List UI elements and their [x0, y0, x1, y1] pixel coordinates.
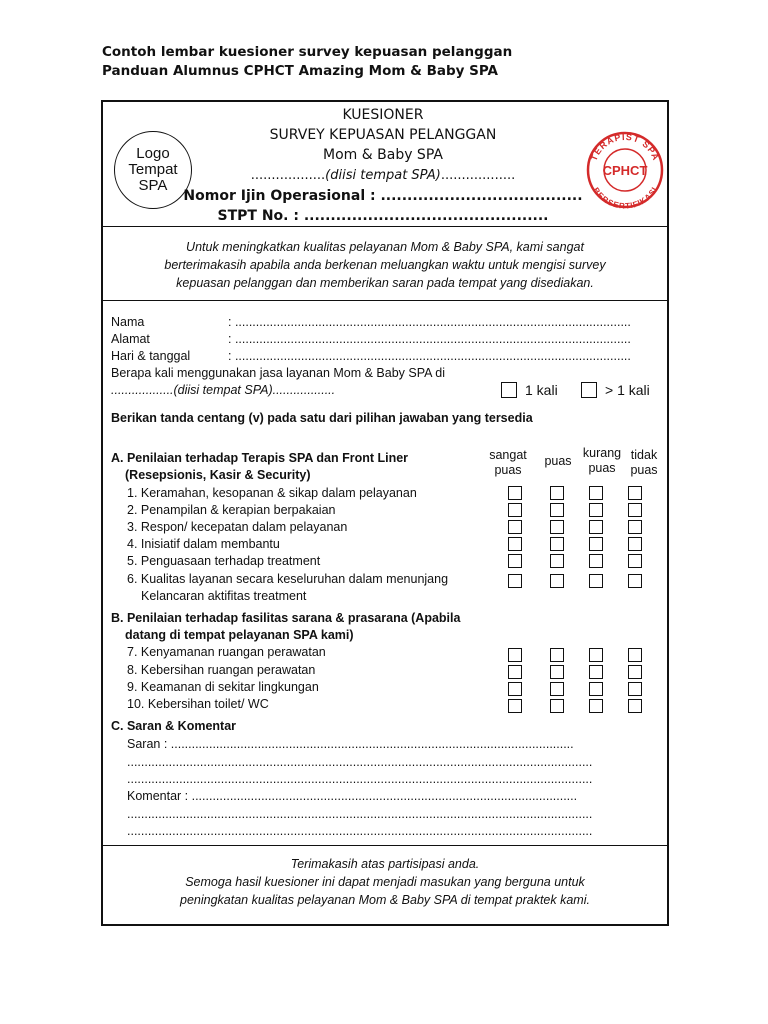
instruction: Berikan tanda centang (v) pada satu dari pilihan jawaban yang tersedia	[111, 411, 533, 425]
rating-checkbox-q5-tidak-puas[interactable]	[628, 554, 642, 568]
question-a6: 6. Kualitas layanan secara keseluruhan dalam menunjang	[127, 572, 449, 586]
question-a6-continued: Kelancaran aktifitas treatment	[141, 589, 307, 603]
rating-checkbox-q5-sangat-puas[interactable]	[508, 554, 522, 568]
rating-checkbox-q8-kurang-puas[interactable]	[589, 665, 603, 679]
rating-checkbox-q9-puas[interactable]	[550, 682, 564, 696]
rating-checkbox-q2-puas[interactable]	[550, 503, 564, 517]
divider	[103, 226, 667, 227]
fill-hint: (diisi tempat SPA)	[325, 168, 441, 183]
visit-more-label: > 1 kali	[605, 382, 650, 398]
stamp-center-text: CPHCT	[602, 163, 648, 178]
rating-checkbox-q2-sangat-puas[interactable]	[508, 503, 522, 517]
question-a5: 5. Penguasaan terhadap treatment	[127, 554, 321, 568]
closing-line: peningkatan kualitas pelayanan Mom & Baby SPA di tempat praktek kami.	[180, 893, 590, 907]
divider	[103, 845, 667, 846]
nama-label: Nama	[111, 315, 145, 329]
spa-name: Mom & Baby SPA	[323, 147, 443, 163]
rating-checkbox-q5-puas[interactable]	[550, 554, 564, 568]
visit-once-label: 1 kali	[525, 382, 558, 398]
rating-checkbox-q3-tidak-puas[interactable]	[628, 520, 642, 534]
stamp-bottom-text: BERSERTIFIKASI	[591, 185, 659, 210]
ijin-operasional: Nomor Ijin Operasional : ......................................	[183, 188, 583, 204]
rating-checkbox-q6-sangat-puas[interactable]	[508, 574, 522, 588]
section-b-title: B. Penilaian terhadap fasilitas sarana & prasarana (Apabila	[111, 611, 461, 625]
rating-checkbox-q4-puas[interactable]	[550, 537, 564, 551]
section-b-subtitle: datang di tempat pelayanan SPA kami)	[125, 628, 354, 642]
question-a4: 4. Inisiatif dalam membantu	[127, 537, 280, 551]
closing-text	[123, 855, 647, 909]
stpt-number: STPT No. : ..............................................	[217, 208, 549, 224]
section-c-title: C. Saran & Komentar	[111, 719, 237, 733]
svg-text:TERAPIST SPA	[589, 132, 662, 162]
komentar-field-line[interactable]: ......................................................................................................................................	[127, 807, 593, 821]
intro-line: berterimakasih apabila anda berkenan meluangkan waktu untuk mengisi survey	[164, 258, 606, 272]
rating-checkbox-q3-kurang-puas[interactable]	[589, 520, 603, 534]
rating-checkbox-q2-tidak-puas[interactable]	[628, 503, 642, 517]
rating-checkbox-q9-sangat-puas[interactable]	[508, 682, 522, 696]
saran-field-line[interactable]: ......................................................................................................................................	[127, 755, 593, 769]
rating-checkbox-q3-puas[interactable]	[550, 520, 564, 534]
question-b10: 10. Kebersihan toilet/ WC	[127, 697, 269, 711]
question-a2: 2. Penampilan & kerapian berpakaian	[127, 503, 336, 517]
fill-dots-left: ..................	[250, 168, 326, 183]
rating-checkbox-q1-tidak-puas[interactable]	[628, 486, 642, 500]
visit-question: Berapa kali menggunakan jasa layanan Mom & Baby SPA di	[111, 366, 445, 380]
intro-text	[123, 238, 647, 292]
rating-checkbox-q1-puas[interactable]	[550, 486, 564, 500]
fill-dots-right: ..................	[440, 168, 516, 183]
komentar-field-line[interactable]: ......................................................................................................................................	[127, 824, 593, 838]
caption-line-1: Contoh lembar kuesioner survey kepuasan pelanggan	[102, 44, 513, 60]
certified-therapist-stamp	[585, 130, 665, 210]
rating-checkbox-q4-kurang-puas[interactable]	[589, 537, 603, 551]
rating-checkbox-q5-kurang-puas[interactable]	[589, 554, 603, 568]
rating-checkbox-q6-kurang-puas[interactable]	[589, 574, 603, 588]
komentar-field[interactable]: Komentar : ...............................................................................................................	[127, 789, 578, 803]
nama-field[interactable]: : ..................................................................................................................	[228, 315, 631, 329]
col-tidak-puas: tidak puas	[630, 448, 658, 477]
section-a-subtitle: (Resepsionis, Kasir & Security)	[125, 468, 311, 482]
rating-checkbox-q4-sangat-puas[interactable]	[508, 537, 522, 551]
hari-tanggal-field[interactable]: : ..................................................................................................................	[228, 349, 631, 363]
rating-checkbox-q6-puas[interactable]	[550, 574, 564, 588]
question-a3: 3. Respon/ kecepatan dalam pelayanan	[127, 520, 348, 534]
logo-placeholder: Logo Tempat SPA	[114, 131, 192, 209]
rating-checkbox-q3-sangat-puas[interactable]	[508, 520, 522, 534]
hari-tanggal-label: Hari & tanggal	[111, 349, 191, 363]
rating-checkbox-q8-tidak-puas[interactable]	[628, 665, 642, 679]
question-b7: 7. Kenyamanan ruangan perawatan	[127, 645, 326, 659]
rating-checkbox-q7-kurang-puas[interactable]	[589, 648, 603, 662]
rating-checkbox-q10-tidak-puas[interactable]	[628, 699, 642, 713]
rating-checkbox-q2-kurang-puas[interactable]	[589, 503, 603, 517]
alamat-label: Alamat	[111, 332, 150, 346]
rating-checkbox-q10-puas[interactable]	[550, 699, 564, 713]
visit-place: ..................(diisi tempat SPA)..................	[111, 383, 336, 397]
col-kurang-puas: kurang puas	[582, 446, 622, 475]
rating-checkbox-q7-puas[interactable]	[550, 648, 564, 662]
rating-checkbox-q1-kurang-puas[interactable]	[589, 486, 603, 500]
col-puas: puas	[544, 454, 572, 468]
rating-checkbox-q6-tidak-puas[interactable]	[628, 574, 642, 588]
spa-location-line	[183, 168, 583, 183]
rating-checkbox-q1-sangat-puas[interactable]	[508, 486, 522, 500]
question-b8: 8. Kebersihan ruangan perawatan	[127, 663, 316, 677]
stamp-top-text: TERAPIST SPA	[588, 131, 662, 163]
question-a1: 1. Keramahan, kesopanan & sikap dalam pelayanan	[127, 486, 417, 500]
alamat-field[interactable]: : ..................................................................................................................	[228, 332, 631, 346]
closing-line: Terimakasih atas partisipasi anda.	[290, 857, 480, 871]
rating-checkbox-q8-sangat-puas[interactable]	[508, 665, 522, 679]
rating-checkbox-q9-kurang-puas[interactable]	[589, 682, 603, 696]
rating-checkbox-q7-sangat-puas[interactable]	[508, 648, 522, 662]
rating-checkbox-q4-tidak-puas[interactable]	[628, 537, 642, 551]
section-a-title: A. Penilaian terhadap Terapis SPA dan Front Liner	[111, 451, 409, 465]
closing-line: Semoga hasil kuesioner ini dapat menjadi masukan yang berguna untuk	[185, 875, 585, 889]
form-title: KUESIONER	[342, 107, 424, 123]
col-sangat-puas: sangat puas	[489, 448, 527, 477]
form-subtitle: SURVEY KEPUASAN PELANGGAN	[269, 127, 497, 143]
visit-more-checkbox[interactable]	[581, 382, 597, 398]
intro-line: kepuasan pelanggan dan memberikan saran pada tempat yang disediakan.	[176, 276, 594, 290]
saran-field-line[interactable]: ......................................................................................................................................	[127, 772, 593, 786]
questionnaire-form	[101, 100, 669, 926]
divider	[103, 300, 667, 301]
intro-line: Untuk meningkatkan kualitas pelayanan Mom & Baby SPA, kami sangat	[186, 240, 584, 254]
rating-checkbox-q10-kurang-puas[interactable]	[589, 699, 603, 713]
rating-checkbox-q8-puas[interactable]	[550, 665, 564, 679]
rating-checkbox-q9-tidak-puas[interactable]	[628, 682, 642, 696]
question-b9: 9. Keamanan di sekitar lingkungan	[127, 680, 319, 694]
rating-checkbox-q7-tidak-puas[interactable]	[628, 648, 642, 662]
visit-once-checkbox[interactable]	[501, 382, 517, 398]
rating-checkbox-q10-sangat-puas[interactable]	[508, 699, 522, 713]
caption-line-2: Panduan Alumnus CPHCT Amazing Mom & Baby SPA	[102, 63, 498, 79]
saran-field[interactable]: Saran : ....................................................................................................................	[127, 737, 574, 751]
